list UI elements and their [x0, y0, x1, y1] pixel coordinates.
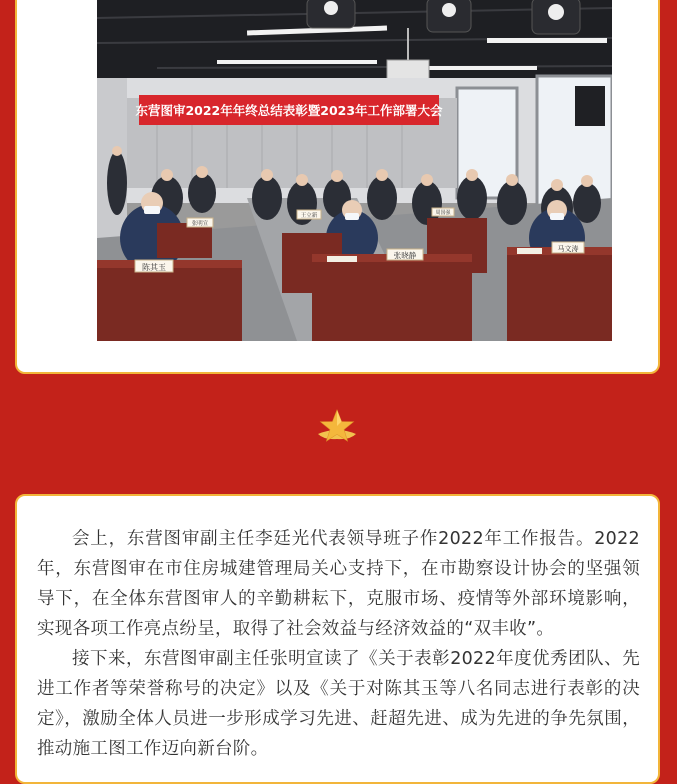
- article-paragraph-2: 接下来，东营图审副主任张明宣读了《关于表彰2022年度优秀团队、先进工作者等荣誉称号的决定》以及《关于对陈其玉等八名同志进行表彰的决定》，激励全体人员进一步形成学习先进、赶超先进、成为先进的争先氛围，推动施工图工作迈向新台阶。: [37, 649, 640, 759]
- name-card-4: 张明宣: [191, 221, 209, 227]
- banner-text: 东营图审2022年年终总结表彰暨2023年工作部署大会: [135, 103, 443, 118]
- article-card: [15, 494, 660, 784]
- meeting-photo: [97, 0, 612, 341]
- name-card-3: 马文涛: [557, 245, 579, 253]
- name-card-5: 王立新: [300, 213, 318, 219]
- name-card-1: 陈其玉: [142, 263, 166, 272]
- name-card-2: 张晓静: [393, 251, 417, 260]
- photo-card: [15, 0, 660, 374]
- name-card-6: 周国强: [435, 210, 451, 216]
- star-divider: [314, 408, 360, 448]
- meeting-photo-illustration: [97, 0, 612, 341]
- article-paragraph-1: 会上，东营图审副主任李廷光代表领导班子作2022年工作报告。2022年，东营图审在市住房城建管理局关心支持下，在市勘察设计协会的坚强领导下，在全体东营图审人的辛勤耕耘下，克服市场、疫情等外部环境影响，实现各项工作亮点纷呈，取得了社会效益与经济效益的“双丰收”。: [37, 529, 640, 639]
- star-icon: [314, 408, 360, 448]
